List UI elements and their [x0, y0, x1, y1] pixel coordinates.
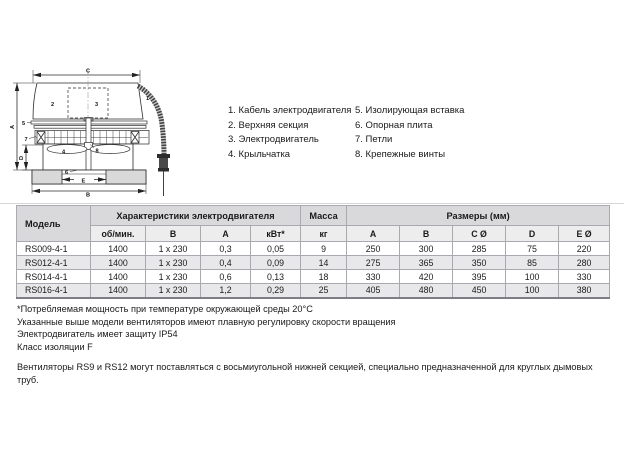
- col-header-mass: Масса: [301, 206, 347, 226]
- table-row: [17, 284, 610, 298]
- cell: 1 x 230: [146, 284, 201, 298]
- cell: 0,6: [201, 270, 251, 284]
- cell: 0,09: [251, 256, 301, 270]
- cell: 18: [301, 270, 347, 284]
- cell: 75: [506, 242, 559, 256]
- subheader-dim-c: C Ø: [453, 226, 506, 242]
- parts-item: 1. Кабель электродвигателя: [228, 105, 352, 116]
- subheader-amps: А: [201, 226, 251, 242]
- cell: 405: [347, 284, 400, 298]
- cell: 250: [347, 242, 400, 256]
- cell: 14: [301, 256, 347, 270]
- cell: 420: [400, 270, 453, 284]
- cell: 275: [347, 256, 400, 270]
- table-row: [17, 242, 610, 256]
- note-line: Электродвигатель имеет защиту IP54: [17, 329, 178, 340]
- subheader-kw: кВт*: [251, 226, 301, 242]
- callout-3: 3: [95, 102, 99, 108]
- notes-block: [17, 303, 396, 353]
- cell: 0,13: [251, 270, 301, 284]
- subheader-volts: В: [146, 226, 201, 242]
- callout-2: 2: [51, 102, 55, 108]
- cell: 85: [506, 256, 559, 270]
- impeller-blade-left: [47, 145, 87, 154]
- parts-list-column-2: [355, 104, 464, 162]
- cell: 365: [400, 256, 453, 270]
- col-header-dims: Размеры (мм): [347, 206, 610, 226]
- dim-label-c: C: [86, 68, 91, 75]
- cell: 330: [559, 270, 610, 284]
- dim-label-e: E: [81, 178, 86, 185]
- note-line: *Потребляемая мощность при температуре окружающей среды 20°C: [17, 304, 313, 314]
- cell: 220: [559, 242, 610, 256]
- parts-item: 4. Крыльчатка: [228, 148, 291, 160]
- cell-model: RS014-4-1: [17, 270, 91, 284]
- parts-item: 6. Опорная плита: [355, 119, 433, 131]
- parts-item: 2. Верхняя секция: [228, 119, 309, 131]
- parts-item: 3. Электродвигатель: [228, 134, 319, 146]
- cell: 0,4: [201, 256, 251, 270]
- parts-item: 5. Изолирующая вставка: [355, 105, 465, 116]
- callout-4: 4: [62, 149, 66, 156]
- subheader-rpm: об/мин.: [91, 226, 146, 242]
- cell: 300: [400, 242, 453, 256]
- cell: 280: [559, 256, 610, 270]
- col-header-motor: Характеристики электродвигателя: [91, 206, 301, 226]
- table-row: [17, 270, 610, 284]
- subheader-dim-e: E Ø: [559, 226, 610, 242]
- cell: 0,29: [251, 284, 301, 298]
- dim-label-a: A: [10, 124, 16, 129]
- fan-diagram: [10, 55, 220, 205]
- cell: 0,3: [201, 242, 251, 256]
- cell: 1 x 230: [146, 270, 201, 284]
- cell: 395: [453, 270, 506, 284]
- cell: 100: [506, 284, 559, 298]
- subheader-dim-b: B: [400, 226, 453, 242]
- callout-5: 5: [22, 120, 26, 127]
- subheader-dim-a: A: [347, 226, 400, 242]
- cell: 330: [347, 270, 400, 284]
- dim-label-b: B: [86, 192, 91, 199]
- cell: 1 x 230: [146, 256, 201, 270]
- parts-item: 8. Крепежные винты: [355, 148, 446, 160]
- cell: 1400: [91, 270, 146, 284]
- subheader-dim-d: D: [506, 226, 559, 242]
- cell-model: RS009-4-1: [17, 242, 91, 256]
- callout-1: 1: [146, 96, 150, 102]
- cell: 100: [506, 270, 559, 284]
- cell: 1400: [91, 242, 146, 256]
- cell: 9: [301, 242, 347, 256]
- callout-6: 6: [65, 170, 69, 176]
- cell: 1400: [91, 256, 146, 270]
- horizontal-divider: [0, 203, 624, 204]
- table-row: [17, 256, 610, 270]
- cell: 285: [453, 242, 506, 256]
- cell: 450: [453, 284, 506, 298]
- cell: 1 x 230: [146, 242, 201, 256]
- note-line: Указанные выше модели вентиляторов имеют плавную регулировку скорости вращения: [17, 316, 396, 327]
- cell: 380: [559, 284, 610, 298]
- spec-table: [16, 205, 610, 299]
- cell-model: RS016-4-1: [17, 284, 91, 298]
- callout-8: 8: [95, 148, 99, 155]
- cell: 480: [400, 284, 453, 298]
- cell: 1400: [91, 284, 146, 298]
- parts-list-column-1: [228, 104, 351, 162]
- subheader-kg: кг: [301, 226, 347, 242]
- description-paragraph: Вентиляторы RS9 и RS12 могут поставляться с восьмиугольной нижней секцией, специально предназначенной для круглых дымовых труб.: [17, 362, 593, 385]
- dim-label-d: D: [19, 155, 25, 160]
- col-header-model: Модель: [17, 206, 91, 242]
- cell: 350: [453, 256, 506, 270]
- cell-model: RS012-4-1: [17, 256, 91, 270]
- parts-item: 7. Петли: [355, 134, 393, 146]
- note-line: Класс изоляции F: [17, 341, 93, 352]
- callout-7: 7: [24, 137, 28, 143]
- cell: 0,05: [251, 242, 301, 256]
- fan-drawing-svg: [10, 55, 220, 205]
- cell: 25: [301, 284, 347, 298]
- cable-gland: [157, 154, 170, 158]
- cell: 1,2: [201, 284, 251, 298]
